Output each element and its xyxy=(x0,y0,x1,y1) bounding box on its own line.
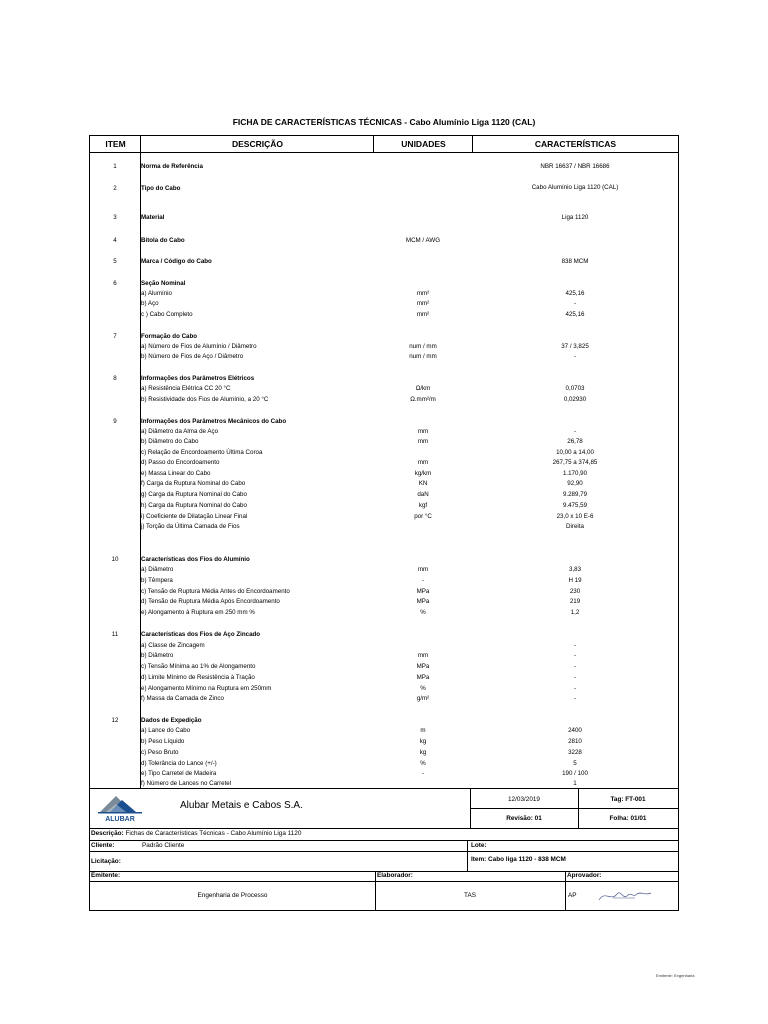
row-10a-unit: mm xyxy=(417,566,429,573)
header-item: ITEM xyxy=(90,136,141,153)
descricao-value: Fichas de Características Técnicas - Cabo Alumínio Liga 1120 xyxy=(125,830,302,837)
row-12d-label: d) Tolerância do Lance (+/-) xyxy=(141,760,217,767)
row-10c-label: c) Tensão de Ruptura Média Antes do Encordoamento xyxy=(141,588,290,595)
row-9i-value: 23,0 x 10 E-6 xyxy=(556,513,594,520)
company-name: Alubar Metais e Cabos S.A. xyxy=(180,800,303,811)
row-7a-value: 37 / 3,825 xyxy=(561,343,589,350)
row-12b-label: b) Peso Líquido xyxy=(141,738,185,745)
spec-sheet xyxy=(89,135,679,911)
row-11b-value: - xyxy=(573,652,577,659)
row-4-label: Bitola do Cabo xyxy=(141,237,185,244)
row-10c-unit: MPa xyxy=(416,588,430,595)
lote-label: Lote: xyxy=(471,842,487,849)
licitacao-label: Licitação: xyxy=(91,858,121,865)
header-unidades: UNIDADES xyxy=(374,136,473,153)
page-footnote: Emitente: Engenharia xyxy=(656,973,695,978)
footer-divider xyxy=(375,871,376,910)
row-11e-value: - xyxy=(573,685,577,692)
row-9g-value: 9.289,79 xyxy=(562,491,588,498)
footer-divider xyxy=(467,840,468,871)
row-7b-unit: num / mm xyxy=(409,353,437,360)
emitente-value: Engenharia de Processo xyxy=(197,892,268,899)
row-3-label: Material xyxy=(141,214,165,221)
row-8a-label: a) Resistência Elétrica CC 20 °C xyxy=(141,385,231,392)
row-6b-unit: mm² xyxy=(416,300,430,307)
row-7a-unit: num / mm xyxy=(409,343,437,350)
row-12f-value: 1 xyxy=(573,780,577,787)
row-11c-label: c) Tensão Mínima ao 1% de Alongamento xyxy=(141,663,256,670)
col-divider xyxy=(472,136,473,153)
row-11b-label: b) Diâmetro xyxy=(141,652,174,659)
row-6a-label: a) Alumínio xyxy=(141,290,172,297)
row-12c-label: c) Peso Bruto xyxy=(141,749,179,756)
footer-line xyxy=(90,851,678,852)
row-9b-value: 26,78 xyxy=(567,438,583,445)
emitente-label: Emitente: xyxy=(91,872,121,879)
row-10b-label: b) Têmpera xyxy=(141,577,173,584)
row-7-label: Formação do Cabo xyxy=(141,333,198,340)
row-11f-label: f) Massa da Camada de Zinco xyxy=(141,695,224,702)
descricao-row xyxy=(91,830,301,837)
row-1-value: NBR 16637 / NBR 16686 xyxy=(540,163,610,170)
row-12f-label: f) Número de Lances no Carretel xyxy=(141,780,232,787)
row-11e-label: e) Alongamento Mínimo na Ruptura em 250mm xyxy=(141,685,272,692)
footer-line xyxy=(90,881,678,882)
row-8a-unit: Ω/km xyxy=(415,385,431,392)
row-8-num: 8 xyxy=(113,375,117,382)
row-9j-value: Direita xyxy=(566,523,584,530)
descricao-label: Descrição: xyxy=(91,830,124,837)
row-12b-value: 2810 xyxy=(568,738,582,745)
row-9d-label: d) Passo do Encordoamento xyxy=(141,459,220,466)
row-6c-unit: mm² xyxy=(416,311,430,318)
row-10d-label: d) Tensão de Ruptura Média Após Encordoamento xyxy=(141,598,280,605)
row-11b-unit: mm xyxy=(417,652,429,659)
item-value: Item: Cabo liga 1120 - 838 MCM xyxy=(471,856,566,863)
row-3-num: 3 xyxy=(113,214,117,221)
row-6a-unit: mm² xyxy=(416,290,430,297)
row-9e-value: 1.170,90 xyxy=(562,470,588,477)
row-7b-label: b) Número de Fios de Aço / Diâmetro xyxy=(141,353,244,360)
row-8-label: Informações dos Parâmetros Elétricos xyxy=(141,375,255,382)
row-10a-value: 3,83 xyxy=(568,566,582,573)
row-12b-unit: kg xyxy=(419,738,427,745)
row-9b-unit: mm xyxy=(417,438,429,445)
row-9d-unit: mm xyxy=(417,459,429,466)
row-12c-unit: kg xyxy=(419,749,427,756)
row-9a-label: a) Diâmetro da Alma de Aço xyxy=(141,428,219,435)
footer-divider xyxy=(565,871,566,910)
row-11f-unit: g/m² xyxy=(416,695,430,702)
row-12d-value: 5 xyxy=(573,760,577,767)
row-10d-value: 219 xyxy=(569,598,581,605)
elaborador-label: Elaborador: xyxy=(377,872,413,879)
footer-top-line xyxy=(90,788,678,789)
row-9f-value: 92,90 xyxy=(567,480,583,487)
row-6b-value: - xyxy=(573,300,577,307)
row-9b-label: b) Diâmetro do Cabo xyxy=(141,438,199,445)
row-5-value: 838 MCM xyxy=(561,258,589,265)
row-10-label: Características dos Fios do Alumínio xyxy=(141,556,250,563)
row-10c-value: 230 xyxy=(569,588,581,595)
header-descricao: DESCRIÇÃO xyxy=(141,136,374,153)
row-9h-label: h) Carga da Ruptura Nominal do Cabo xyxy=(141,502,247,509)
row-2-label: Tipo do Cabo xyxy=(141,185,181,192)
logo-text: ALUBAR xyxy=(105,816,135,823)
row-9g-unit: daN xyxy=(417,491,429,498)
row-9a-value: - xyxy=(573,428,577,435)
row-1-num: 1 xyxy=(113,163,117,170)
row-2-num: 2 xyxy=(113,185,117,192)
row-9h-unit: kgf xyxy=(418,502,428,509)
row-12c-value: 3228 xyxy=(568,749,582,756)
row-8a-value: 0,0703 xyxy=(565,385,585,392)
row-12-label: Dados de Expedição xyxy=(141,717,202,724)
col-divider xyxy=(373,136,374,153)
row-12e-unit: - xyxy=(421,770,425,777)
footer-line xyxy=(90,828,678,829)
row-7b-value: - xyxy=(573,353,577,360)
row-9j-label: j) Torção da Última Camada de Fios xyxy=(141,523,240,530)
row-12a-unit: m xyxy=(420,727,426,734)
aprovador-label: Aprovador: xyxy=(567,872,602,879)
row-9-num: 9 xyxy=(113,418,117,425)
row-4-num: 4 xyxy=(113,237,117,244)
row-7a-label: a) Número de Fios de Alumínio / Diâmetro xyxy=(141,343,257,350)
row-9c-value: 10,00 a 14,00 xyxy=(556,449,594,456)
row-9e-unit: kg/km xyxy=(414,470,432,477)
row-8b-unit: Ω.mm²/m xyxy=(410,396,436,403)
alubar-logo xyxy=(96,792,144,824)
row-9c-label: c) Relação de Encordoamento Última Coroa xyxy=(141,449,263,456)
cliente-value: Padrão Cliente xyxy=(142,842,185,849)
doc-date: 12/03/2019 xyxy=(508,796,540,803)
row-5-label: Marca / Código do Cabo xyxy=(141,258,212,265)
row-9-label: Informações dos Parâmetros Mecânicos do Cabo xyxy=(141,418,287,425)
row-10d-unit: MPa xyxy=(416,598,430,605)
row-6-num: 6 xyxy=(113,280,117,287)
footer-mid-line xyxy=(470,808,678,809)
row-12a-value: 2400 xyxy=(568,727,582,734)
row-9i-label: i) Coeficiente de Dilatação Linear Final xyxy=(141,513,248,520)
row-6a-value: 425,16 xyxy=(565,290,585,297)
row-7-num: 7 xyxy=(113,333,117,340)
row-10e-unit: % xyxy=(420,609,426,616)
row-9f-unit: KN xyxy=(418,480,428,487)
row-9e-label: e) Massa Linear do Cabo xyxy=(141,470,211,477)
row-11a-value: - xyxy=(573,642,577,649)
row-3-value: Liga 1120 xyxy=(561,214,589,221)
row-9a-unit: mm xyxy=(417,428,429,435)
row-6c-value: 425,16 xyxy=(565,311,585,318)
row-10a-label: a) Diâmetro xyxy=(141,566,174,573)
row-10-num: 10 xyxy=(111,556,119,563)
row-11f-value: - xyxy=(573,695,577,702)
row-12d-unit: % xyxy=(420,760,426,767)
row-2-value: Cabo Alumínio Liga 1120 (CAL) xyxy=(531,184,619,191)
document-title: FICHA DE CARACTERÍSTICAS TÉCNICAS - Cabo Alumínio Liga 1120 (CAL) xyxy=(232,117,536,127)
aprovador-value: AP xyxy=(568,892,577,899)
row-12-num: 12 xyxy=(111,717,119,724)
row-11c-value: - xyxy=(573,663,577,670)
row-9f-label: f) Carga da Ruptura Nominal do Cabo xyxy=(141,480,246,487)
row-5-num: 5 xyxy=(113,258,117,265)
row-12e-label: e) Tipo Carretel de Madeira xyxy=(141,770,217,777)
row-9d-value: 267,75 a 374,85 xyxy=(552,459,598,466)
doc-folha: Folha: 01/01 xyxy=(609,815,647,822)
row-10b-value: H 19 xyxy=(568,577,582,584)
approver-signature xyxy=(595,886,655,906)
row-9i-unit: por °C xyxy=(414,513,432,520)
row-9g-label: g) Carga da Ruptura Nominal do Cabo xyxy=(141,491,247,498)
row-1-label: Norma de Referência xyxy=(141,163,203,170)
row-4-unit: MCM / AWG xyxy=(405,237,441,244)
row-8b-label: b) Resistividade dos Fios de Alumínio, a 20 °C xyxy=(141,396,269,403)
row-11c-unit: MPa xyxy=(416,663,430,670)
row-8b-value: 0,02930 xyxy=(563,396,587,403)
doc-revisao: Revisão: 01 xyxy=(506,815,542,822)
row-11-num: 11 xyxy=(111,631,119,638)
doc-tag: Tag: FT-001 xyxy=(610,796,646,803)
row-10e-label: e) Alongamento à Ruptura em 250 mm % xyxy=(141,609,255,616)
row-12e-value: 190 / 100 xyxy=(562,770,588,777)
row-11d-unit: MPa xyxy=(416,674,430,681)
row-11e-unit: % xyxy=(420,685,426,692)
row-12a-label: a) Lance do Cabo xyxy=(141,727,191,734)
row-6c-label: c ) Cabo Completo xyxy=(141,311,193,318)
elaborador-value: TAS xyxy=(464,892,476,899)
row-11-label: Características dos Fios de Aço Zincado xyxy=(141,631,261,638)
row-11d-label: d) Limite Mínimo de Resistência à Tração xyxy=(141,674,255,681)
row-10b-unit: - xyxy=(421,577,425,584)
row-11a-label: a) Classe de Zincagem xyxy=(141,642,205,649)
row-10e-value: 1,2 xyxy=(570,609,580,616)
row-9h-value: 9.475,59 xyxy=(562,502,588,509)
row-6-label: Seção Nominal xyxy=(141,280,186,287)
cliente-label: Cliente: xyxy=(91,842,115,849)
header-caracteristicas: CARACTERÍSTICAS xyxy=(473,136,678,153)
row-6b-label: b) Aço xyxy=(141,300,159,307)
footer-line xyxy=(90,840,678,841)
row-11d-value: - xyxy=(573,674,577,681)
